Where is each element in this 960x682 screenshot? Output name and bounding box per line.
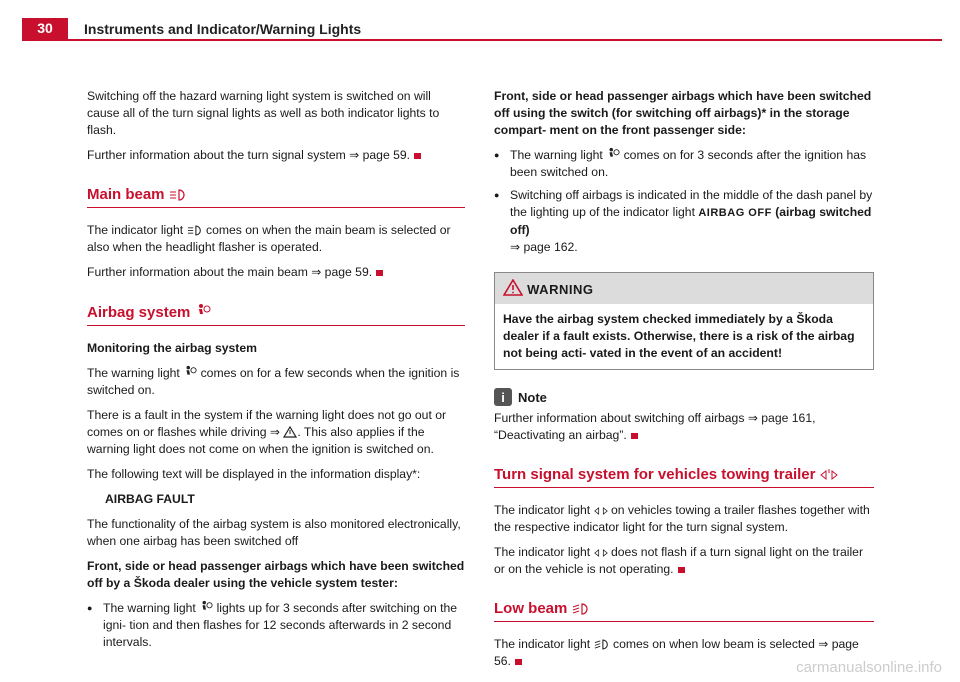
page-link[interactable]: page 162.: [520, 240, 578, 254]
section-end-icon: [678, 567, 685, 573]
header-rule: [22, 39, 942, 41]
page-link[interactable]: page 59.: [321, 265, 373, 279]
warning-box: [494, 272, 874, 370]
warning-text: Have the airbag system checked immediately by a Škoda dealer if a fault exists. Otherwise, there is a risk of the airbag not being acti- vated in the event of an accident!: [503, 312, 855, 360]
paragraph: The indicator light on vehicles towing a trailer flashes together with the respective indicator light for the turn signal system.: [494, 503, 870, 534]
note-heading: i Note: [494, 388, 874, 406]
airbag-icon: [199, 600, 213, 614]
paragraph: The functionality of the airbag system is also monitored electronically, when one airbag has been switched off: [87, 517, 461, 548]
low-beam-icon: [572, 603, 590, 615]
main-beam-icon: [169, 189, 187, 201]
section-end-icon: [631, 433, 638, 439]
trailer-turn-signal-icon: [820, 469, 838, 481]
page-link[interactable]: page 56.: [494, 637, 859, 668]
list-item: ● The warning light comes on for 3 seconds after the ignition has been switched on.: [494, 147, 874, 181]
paragraph: Switching off the hazard warning light system is switched on will cause all of the turn signal lights as well as both indicator lights to flash.: [87, 89, 440, 137]
section-heading-airbag: Airbag system: [87, 303, 465, 326]
arrow-icon: ⇒: [747, 411, 758, 425]
section-heading-main-beam: Main beam: [87, 186, 465, 208]
main-beam-icon: [187, 225, 203, 236]
list-item: ● The warning light lights up for 3 seconds after switching on the igni- tion and then flashes for 12 seconds afterwards in 2 second intervals.: [87, 600, 465, 651]
paragraph: The indicator light comes on when low beam is selected ⇒ page 56.: [494, 637, 859, 668]
paragraph: The following text will be displayed in the information display*:: [87, 467, 421, 481]
warning-triangle-icon: [503, 279, 523, 296]
arrow-icon: ⇒: [311, 265, 322, 279]
paragraph: Further information about the main beam ⇒ page 59.: [87, 264, 465, 281]
page-title: Instruments and Indicator/Warning Lights: [84, 21, 362, 37]
list-item: ● Switching off airbags is indicated in the middle of the dash panel by the lighting up of the indicator light AIRBAG OFF (airbag switched off) ⇒ page 162.: [494, 187, 874, 256]
section-end-icon: [414, 153, 421, 159]
warning-header: WARNING: [495, 273, 873, 304]
page-number: 30: [37, 20, 53, 36]
arrow-icon: ⇒: [269, 425, 280, 439]
subheading: Monitoring the airbag system: [87, 341, 257, 355]
paragraph: Further information about switching off airbags ⇒ page 161, “Deactivating an airbag”.: [494, 411, 816, 442]
trailer-turn-signal-icon: [594, 506, 608, 516]
paragraph: Further information about the turn signal system ⇒ page 59.: [87, 147, 465, 164]
arrow-icon: ⇒: [349, 148, 360, 162]
paragraph: The indicator light comes on when the main beam is selected or also when the headlight flasher is operated.: [87, 223, 451, 254]
arrow-icon: ⇒: [510, 240, 521, 254]
paragraph: The indicator light does not flash if a turn signal light on the trailer or on the vehicle is not operating.: [494, 545, 864, 576]
trailer-turn-signal-icon: [594, 548, 608, 558]
left-column: [87, 88, 465, 657]
section-heading-low-beam: Low beam: [494, 600, 874, 622]
subheading: Front, side or head passenger airbags which have been switched off by a Škoda dealer using the vehicle system tester:: [87, 559, 465, 590]
arrow-icon: ⇒: [818, 637, 829, 651]
page-link[interactable]: page 161, “Deactivating an airbag”.: [494, 411, 816, 442]
warning-triangle-icon: [283, 426, 297, 438]
airbag-icon: [606, 147, 620, 161]
right-column: [494, 88, 874, 678]
airbag-off-indicator: AIRBAG OFF: [698, 207, 772, 219]
paragraph: There is a fault in the system if the warning light does not go out or comes on or flashes while driving ⇒ . This also applies if the warning light does not come on when the ignition is switched on.: [87, 408, 447, 456]
page-link[interactable]: page 59.: [359, 148, 411, 162]
airbag-icon: [183, 365, 197, 379]
section-end-icon: [515, 659, 522, 665]
airbag-icon: [195, 303, 211, 319]
section-end-icon: [376, 270, 383, 276]
paragraph: The warning light comes on for a few seconds when the ignition is switched on.: [87, 366, 460, 397]
low-beam-icon: [594, 639, 610, 650]
subheading: Front, side or head passenger airbags which have been switched off using the switch (for switching off airbags)* in the storage compart- ment on the front passenger side:: [494, 89, 872, 137]
watermark: carmanualsonline.info: [796, 659, 942, 676]
note-icon: i: [494, 388, 512, 406]
display-message: AIRBAG FAULT: [105, 492, 195, 506]
section-heading-trailer: Turn signal system for vehicles towing trailer: [494, 466, 874, 488]
